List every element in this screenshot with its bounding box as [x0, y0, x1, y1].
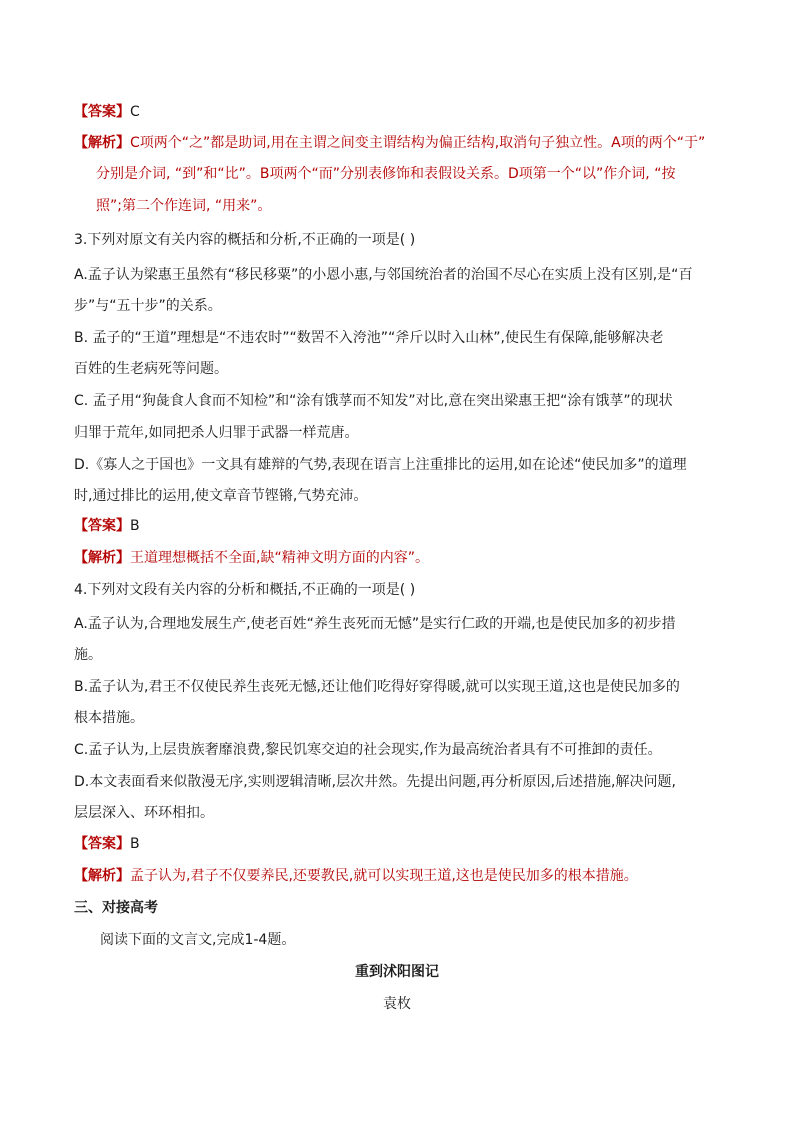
q4-analysis: 【解析】孟子认为,君子不仅要养民,还要教民,就可以实现王道,这也是使民加多的根本措施。 — [74, 868, 638, 884]
section-instruction: 阅读下面的文言文,完成1-4题。 — [100, 932, 296, 948]
q3-option-line: C. 孟子用“狗彘食人食而不知检”和“涂有饿莩而不知发”对比,意在突出梁惠王把“涂有饿莩”的现状 — [74, 393, 673, 409]
q3-analysis: 【解析】王道理想概括不全面,缺“精神文明方面的内容”。 — [74, 550, 429, 566]
passage-author: 袁枚 — [383, 996, 411, 1012]
q4-answer: 【答案】B — [74, 836, 140, 852]
q3-answer: 【答案】B — [74, 518, 140, 534]
q3-option-line: B. 孟子的“王道”理想是“不违农时”“数罟不入洿池”“斧斤以时入山林”,使民生有保障,能够解决老 — [74, 330, 664, 346]
q3-stem: 3.下列对原文有关内容的概括和分析,不正确的一项是( ) — [74, 232, 416, 248]
q3-option-line: 时,通过排比的运用,使文章音节铿锵,气势充沛。 — [74, 488, 368, 504]
section-heading: 三、对接高考 — [74, 900, 158, 916]
q4-option-line: 施。 — [74, 647, 102, 663]
q3-option-line: D.《寡人之于国也》一文具有雄辩的气势,表现在语言上注重排比的运用,如在论述“使民加多”的道理 — [74, 457, 687, 473]
q3-option-line: 归罪于荒年,如同把杀人归罪于武器一样荒唐。 — [74, 425, 359, 441]
q4-option-line: B.孟子认为,君王不仅使民养生丧死无憾,还让他们吃得好穿得暖,就可以实现王道,这也是使民加多的 — [74, 679, 680, 695]
q4-option-line: D.本文表面看来似散漫无序,实则逻辑清晰,层次井然。先提出问题,再分析原因,后述措施,解决问题, — [74, 774, 676, 790]
q4-option-line: 层层深入、环环相扣。 — [74, 805, 214, 821]
q2-analysis-line-2: 分别是介词, “到”和“比”。B项两个“而”分别表修饰和表假设关系。D项第一个“以”作介词, “按 — [96, 166, 676, 182]
q4-stem: 4.下列对文段有关内容的分析和概括,不正确的一项是( ) — [74, 582, 416, 598]
q2-answer: 【答案】C — [74, 104, 140, 120]
q4-option-line: A.孟子认为,合理地发展生产,使老百姓“养生丧死而无憾”是实行仁政的开端,也是使民加多的初步措 — [74, 616, 676, 632]
passage-title: 重到沭阳图记 — [355, 964, 439, 980]
q3-option-line: 百姓的生老病死等问题。 — [74, 361, 228, 377]
q4-option-line: C.孟子认为,上层贵族奢靡浪费,黎民饥寒交迫的社会现实,作为最高统治者具有不可推卸的责任。 — [74, 742, 662, 758]
q4-option-line: 根本措施。 — [74, 710, 144, 726]
q3-option-line: A.孟子认为梁惠王虽然有“移民移粟”的小恩小惠,与邻国统治者的治国不尽心在实质上没有区别,是“百 — [74, 267, 693, 283]
q2-analysis-line-3: 照”;第二个作连词, “用来”。 — [96, 198, 272, 214]
q2-analysis-line-1: 【解析】C项两个“之”都是助词,用在主谓之间变主谓结构为偏正结构,取消句子独立性。A项的两个“于” — [74, 135, 706, 151]
q3-option-line: 步”与“五十步”的关系。 — [74, 298, 222, 314]
